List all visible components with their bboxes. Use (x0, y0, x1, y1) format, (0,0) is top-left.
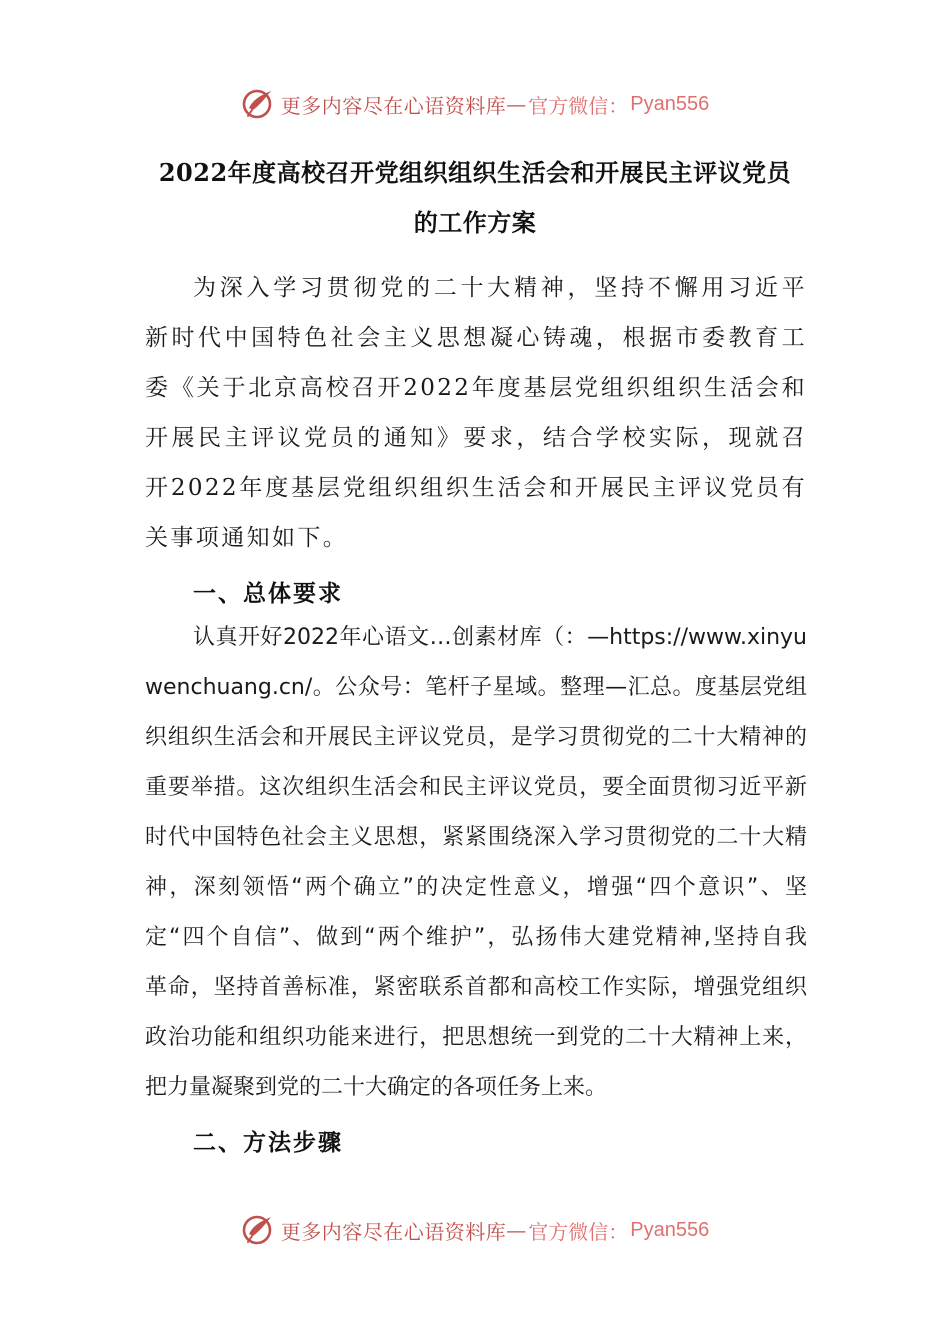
document-title-line-2: 的工作方案 (413, 208, 537, 237)
paragraph-line: 重要举措。这次组织生活会和民主评议党员，要全面贯彻习近平新 (145, 775, 807, 800)
watermark-wechat-id: Pyan556 (630, 92, 710, 115)
watermark-banner-top (0, 82, 950, 126)
quill-logo-icon (241, 1212, 277, 1248)
intro-paragraph (145, 263, 807, 563)
paragraph-line: 认真开好2022年心语文…创素材库（：—https://www.xinyu (193, 625, 807, 650)
quill-logo-icon (241, 86, 277, 122)
paragraph-line: 革命，坚持首善标准，紧密联系首都和高校工作实际，增强党组织 (145, 975, 807, 1000)
paragraph-line: 神，深刻领悟“两个确立”的决定性意义，增强“四个意识”、坚 (145, 875, 807, 900)
paragraph-line: 开2022年度基层党组织组织生活会和开展民主评议党员有 (145, 475, 807, 501)
paragraph-line: 为深入学习贯彻党的二十大精神，坚持不懈用习近平 (193, 275, 807, 301)
paragraph-line: 开展民主评议党员的通知》要求，结合学校实际，现就召 (145, 425, 807, 451)
paragraph-line: 新时代中国特色社会主义思想凝心铸魂，根据市委教育工 (145, 325, 807, 351)
paragraph-line: 定“四个自信”、做到“两个维护”，弘扬伟大建党精神,坚持自我 (145, 925, 807, 950)
watermark-banner-bottom (0, 1208, 950, 1252)
watermark-dash: — (506, 92, 527, 116)
section-heading-1: 一、总体要求 (193, 580, 343, 607)
paragraph-line: 织组织生活会和开展民主评议党员，是学习贯彻党的二十大精神的 (145, 725, 807, 750)
watermark-wechat-id: Pyan556 (630, 1218, 710, 1241)
document-title-line-1: 2022年度高校召开党组织组织生活会和开展民主评议党员 (158, 158, 792, 187)
section-heading-2: 二、方法步骤 (193, 1129, 343, 1156)
watermark-text: 更多内容尽在心语资料库 (280, 1219, 507, 1244)
watermark-text: 更多内容尽在心语资料库 (280, 93, 507, 118)
paragraph-line: 关事项通知如下。 (145, 525, 349, 551)
paragraph-line: 政治功能和组织功能来进行，把思想统一到党的二十大精神上来， (145, 1025, 807, 1050)
watermark-wechat-label: 官方微信： (528, 1219, 629, 1244)
paragraph-line: 委《关于北京高校召开2022年度基层党组织组织生活会和 (145, 375, 807, 401)
paragraph-line: 把力量凝聚到党的二十大确定的各项任务上来。 (145, 1075, 608, 1100)
watermark-wechat-label: 官方微信： (528, 93, 629, 118)
paragraph-line: wenchuang.cn/。公众号：笔杆子星域。整理—汇总。度基层党组 (145, 675, 807, 700)
paragraph-line: 时代中国特色社会主义思想，紧紧围绕深入学习贯彻党的二十大精 (145, 825, 807, 850)
watermark-dash: — (506, 1218, 527, 1242)
section-1-paragraph (145, 613, 807, 1113)
